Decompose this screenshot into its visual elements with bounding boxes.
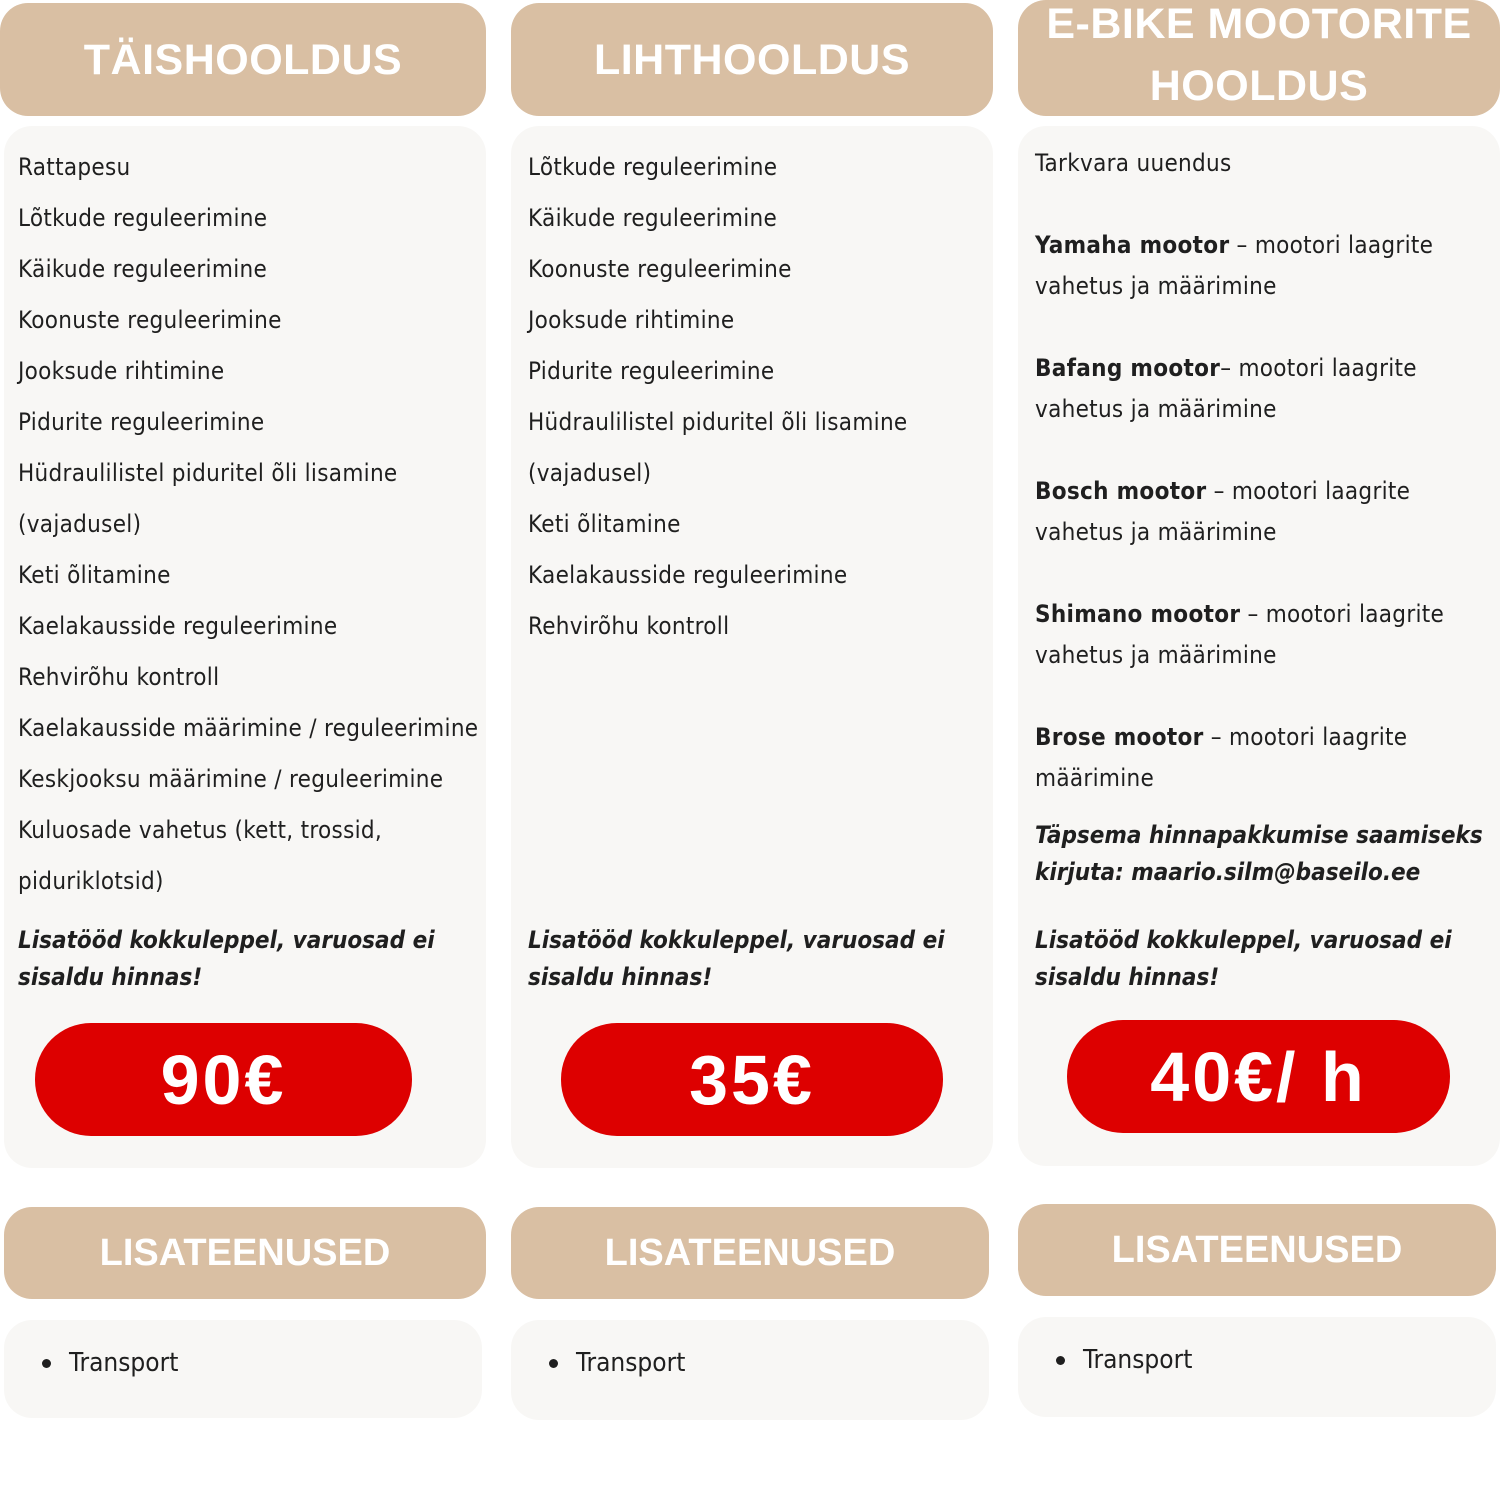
column-2-extras-card <box>511 1320 989 1420</box>
list-item: (vajadusel) <box>528 459 652 487</box>
column-3-quote-note <box>1035 817 1483 891</box>
list-item <box>1056 1345 1192 1375</box>
price-value: 35€ <box>689 1040 815 1119</box>
list-item: piduriklotsid) <box>18 867 164 895</box>
column-2-price-badge[interactable] <box>561 1023 943 1136</box>
column-1-price-badge[interactable] <box>35 1023 412 1136</box>
price-value: 40€/ h <box>1150 1037 1367 1116</box>
column-2-title-text: LIHTHOOLDUS <box>593 35 911 84</box>
list-item: Käikude reguleerimine <box>528 204 778 232</box>
separator: – <box>1206 477 1232 505</box>
quote-line: Täpsema hinnapakkumise saamiseks <box>1035 821 1483 849</box>
extras-title-text: LISATEENUSED <box>604 1231 896 1274</box>
bullet-icon <box>1056 1356 1065 1365</box>
list-item: Hüdraulilistel piduritel õli lisamine <box>528 408 908 436</box>
motor-brand: Shimano mootor <box>1035 600 1241 628</box>
column-1-title <box>0 3 486 116</box>
separator: – <box>1240 600 1266 628</box>
list-item <box>549 1348 685 1378</box>
column-3-title-line: HOOLDUS <box>1149 62 1369 110</box>
note-line: sisaldu hinnas! <box>18 963 203 991</box>
motor-desc: mootori laagrite <box>1254 231 1434 259</box>
motor-item-bosch <box>1035 471 1485 512</box>
motor-desc: mootori laagrite <box>1238 354 1417 382</box>
list-item: Rattapesu <box>18 153 131 181</box>
list-item: Jooksude rihtimine <box>528 306 735 334</box>
motor-item-yamaha <box>1035 225 1485 266</box>
column-2-title <box>511 3 993 116</box>
column-1-extras-title <box>4 1207 486 1299</box>
bullet-icon <box>549 1359 558 1368</box>
motor-brand: Bafang mootor <box>1035 354 1221 382</box>
note-line: Lisatööd kokkuleppel, varuosad ei <box>528 926 945 954</box>
column-1-extras-card <box>4 1320 482 1418</box>
column-2-extras-title <box>511 1207 989 1299</box>
list-item: Kaelakausside reguleerimine <box>528 561 848 589</box>
motor-brand: Bosch mootor <box>1035 477 1207 505</box>
motor-desc: mootori laagrite <box>1228 723 1408 751</box>
note-line: Lisatööd kokkuleppel, varuosad ei <box>18 926 435 954</box>
list-item: Kaelakausside määrimine / reguleerimine <box>18 714 479 742</box>
motor-desc-line: vahetus ja määrimine <box>1035 518 1277 546</box>
motor-brand: Brose mootor <box>1035 723 1204 751</box>
motor-desc-line: määrimine <box>1035 764 1155 792</box>
column-1-note <box>18 922 435 996</box>
motor-desc-line: vahetus ja määrimine <box>1035 641 1277 669</box>
list-item: Koonuste reguleerimine <box>18 306 282 334</box>
list-item <box>42 1348 178 1378</box>
note-line: sisaldu hinnas! <box>528 963 713 991</box>
list-item: Pidurite reguleerimine <box>18 408 265 436</box>
note-line: Lisatööd kokkuleppel, varuosad ei <box>1035 926 1452 954</box>
list-item: Keskjooksu määrimine / reguleerimine <box>18 765 444 793</box>
list-item: Rehvirõhu kontroll <box>528 612 730 640</box>
list-item: Lõtkude reguleerimine <box>18 204 268 232</box>
list-item: Keti õlitamine <box>18 561 171 589</box>
list-item: Kuluosade vahetus (kett, trossid, <box>18 816 383 844</box>
motor-item-bafang <box>1035 348 1485 389</box>
separator: – <box>1203 723 1229 751</box>
column-3-service-list <box>1035 143 1485 799</box>
separator: – <box>1220 354 1239 382</box>
list-item: Kaelakausside reguleerimine <box>18 612 338 640</box>
motor-item-brose <box>1035 717 1485 758</box>
list-item: Hüdraulilistel piduritel õli lisamine <box>18 459 398 487</box>
bullet-icon <box>42 1359 51 1368</box>
motor-desc-line: vahetus ja määrimine <box>1035 395 1277 423</box>
list-item: Käikude reguleerimine <box>18 255 268 283</box>
column-3-note <box>1035 922 1452 996</box>
column-3-title <box>1018 0 1500 116</box>
list-item: (vajadusel) <box>18 510 142 538</box>
column-3-extras-card <box>1018 1317 1496 1417</box>
column-3-title-line: E-BIKE MOOTORITE <box>1046 0 1472 48</box>
software-update-item: Tarkvara uuendus <box>1035 149 1232 177</box>
column-3-price-badge[interactable] <box>1067 1020 1450 1133</box>
list-item: Pidurite reguleerimine <box>528 357 775 385</box>
extra-item-label: Transport <box>1083 1345 1193 1375</box>
note-line: sisaldu hinnas! <box>1035 963 1220 991</box>
motor-brand: Yamaha mootor <box>1035 231 1230 259</box>
extras-title-text: LISATEENUSED <box>1111 1228 1403 1271</box>
column-3-extras-title <box>1018 1204 1496 1296</box>
price-value: 90€ <box>160 1040 287 1119</box>
column-2-note <box>528 922 945 996</box>
list-item: Keti õlitamine <box>528 510 681 538</box>
motor-desc: mootori laagrite <box>1265 600 1445 628</box>
list-item: Koonuste reguleerimine <box>528 255 792 283</box>
column-1-title-text: TÄISHOOLDUS <box>83 35 403 84</box>
motor-item-shimano <box>1035 594 1485 635</box>
quote-line: kirjuta: maario.silm@baseilo.ee <box>1035 858 1421 886</box>
extra-item-label: Transport <box>69 1348 179 1378</box>
list-item: Jooksude rihtimine <box>18 357 225 385</box>
extras-title-text: LISATEENUSED <box>99 1231 391 1274</box>
list-item: Lõtkude reguleerimine <box>528 153 778 181</box>
list-item: Rehvirõhu kontroll <box>18 663 220 691</box>
motor-desc: mootori laagrite <box>1231 477 1411 505</box>
motor-desc-line: vahetus ja määrimine <box>1035 272 1277 300</box>
separator: – <box>1229 231 1255 259</box>
extra-item-label: Transport <box>576 1348 686 1378</box>
column-1-service-list <box>18 142 478 907</box>
column-2-service-list <box>528 142 908 652</box>
